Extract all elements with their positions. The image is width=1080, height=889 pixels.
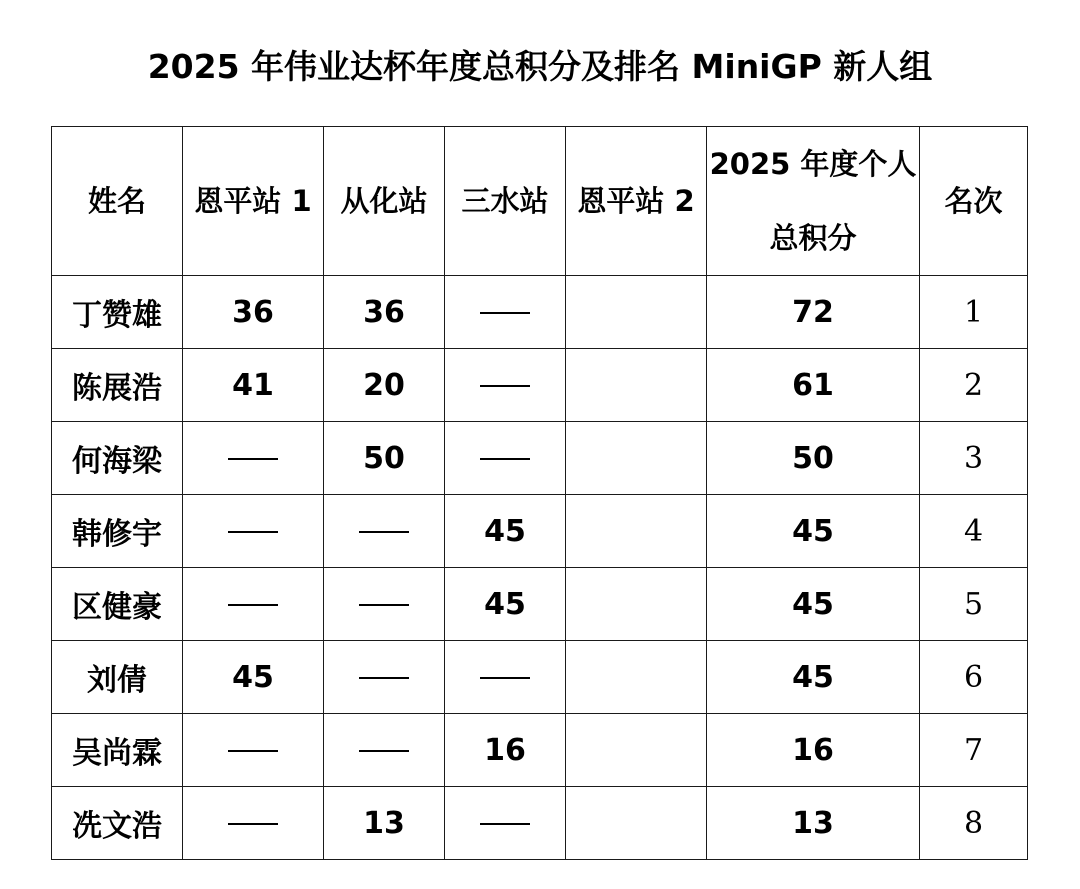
cell-enping1: 36 xyxy=(183,276,324,349)
dash-mark xyxy=(228,750,278,752)
cell-conghua xyxy=(324,641,445,714)
dash-mark xyxy=(359,677,409,679)
cell-rank: 2 xyxy=(920,349,1028,422)
table-row xyxy=(52,349,1028,422)
cell-enping1 xyxy=(183,714,324,787)
cell-enping1 xyxy=(183,568,324,641)
cell-name: 何海梁 xyxy=(52,422,183,495)
table-body xyxy=(52,276,1028,860)
table-row xyxy=(52,276,1028,349)
cell-total: 45 xyxy=(707,641,920,714)
cell-total: 45 xyxy=(707,495,920,568)
cell-sanshui: 16 xyxy=(445,714,566,787)
cell-rank: 4 xyxy=(920,495,1028,568)
table-row xyxy=(52,568,1028,641)
cell-enping2 xyxy=(566,495,707,568)
dash-mark xyxy=(359,604,409,606)
header-name: 姓名 xyxy=(52,127,183,276)
cell-rank: 8 xyxy=(920,787,1028,860)
dash-mark xyxy=(480,823,530,825)
header-enping2: 恩平站 2 xyxy=(566,127,707,276)
page-title: 2025 年伟业达杯年度总积分及排名 MiniGP 新人组 xyxy=(147,47,933,86)
cell-total: 13 xyxy=(707,787,920,860)
cell-sanshui: 45 xyxy=(445,495,566,568)
table-row xyxy=(52,641,1028,714)
header-total-line1: 2025 年度个人 xyxy=(709,147,917,181)
header-total xyxy=(707,127,920,276)
cell-conghua: 50 xyxy=(324,422,445,495)
cell-name: 区健豪 xyxy=(52,568,183,641)
cell-name: 丁赞雄 xyxy=(52,276,183,349)
cell-enping2 xyxy=(566,349,707,422)
cell-rank: 6 xyxy=(920,641,1028,714)
cell-sanshui: 45 xyxy=(445,568,566,641)
cell-enping2 xyxy=(566,787,707,860)
cell-sanshui xyxy=(445,641,566,714)
cell-total: 61 xyxy=(707,349,920,422)
cell-enping2 xyxy=(566,714,707,787)
table-row xyxy=(52,714,1028,787)
header-total-line2: 总积分 xyxy=(769,221,857,255)
header-row xyxy=(52,127,1028,276)
dash-mark xyxy=(228,604,278,606)
cell-conghua xyxy=(324,568,445,641)
cell-sanshui xyxy=(445,349,566,422)
cell-enping1: 41 xyxy=(183,349,324,422)
table-row xyxy=(52,495,1028,568)
cell-conghua xyxy=(324,714,445,787)
table-row xyxy=(52,422,1028,495)
header-enping1: 恩平站 1 xyxy=(183,127,324,276)
cell-name: 陈展浩 xyxy=(52,349,183,422)
dash-mark xyxy=(359,750,409,752)
cell-enping2 xyxy=(566,641,707,714)
cell-conghua: 13 xyxy=(324,787,445,860)
dash-mark xyxy=(480,385,530,387)
cell-total: 72 xyxy=(707,276,920,349)
cell-enping2 xyxy=(566,568,707,641)
cell-name: 吴尚霖 xyxy=(52,714,183,787)
cell-name: 韩修宇 xyxy=(52,495,183,568)
cell-conghua: 20 xyxy=(324,349,445,422)
cell-rank: 7 xyxy=(920,714,1028,787)
cell-conghua xyxy=(324,495,445,568)
dash-mark xyxy=(480,458,530,460)
cell-total: 45 xyxy=(707,568,920,641)
cell-conghua: 36 xyxy=(324,276,445,349)
cell-sanshui xyxy=(445,787,566,860)
dash-mark xyxy=(228,823,278,825)
table-row xyxy=(52,787,1028,860)
cell-sanshui xyxy=(445,422,566,495)
cell-enping1: 45 xyxy=(183,641,324,714)
header-conghua: 从化站 xyxy=(324,127,445,276)
header-sanshui: 三水站 xyxy=(445,127,566,276)
dash-mark xyxy=(359,531,409,533)
header-rank: 名次 xyxy=(920,127,1028,276)
cell-enping1 xyxy=(183,495,324,568)
cell-rank: 5 xyxy=(920,568,1028,641)
cell-enping1 xyxy=(183,787,324,860)
dash-mark xyxy=(480,312,530,314)
cell-rank: 1 xyxy=(920,276,1028,349)
cell-name: 刘倩 xyxy=(52,641,183,714)
cell-sanshui xyxy=(445,276,566,349)
score-table xyxy=(51,126,1028,860)
cell-enping2 xyxy=(566,276,707,349)
cell-total: 50 xyxy=(707,422,920,495)
dash-mark xyxy=(228,531,278,533)
dash-mark xyxy=(480,677,530,679)
cell-total: 16 xyxy=(707,714,920,787)
cell-enping2 xyxy=(566,422,707,495)
cell-rank: 3 xyxy=(920,422,1028,495)
cell-name: 冼文浩 xyxy=(52,787,183,860)
cell-enping1 xyxy=(183,422,324,495)
dash-mark xyxy=(228,458,278,460)
